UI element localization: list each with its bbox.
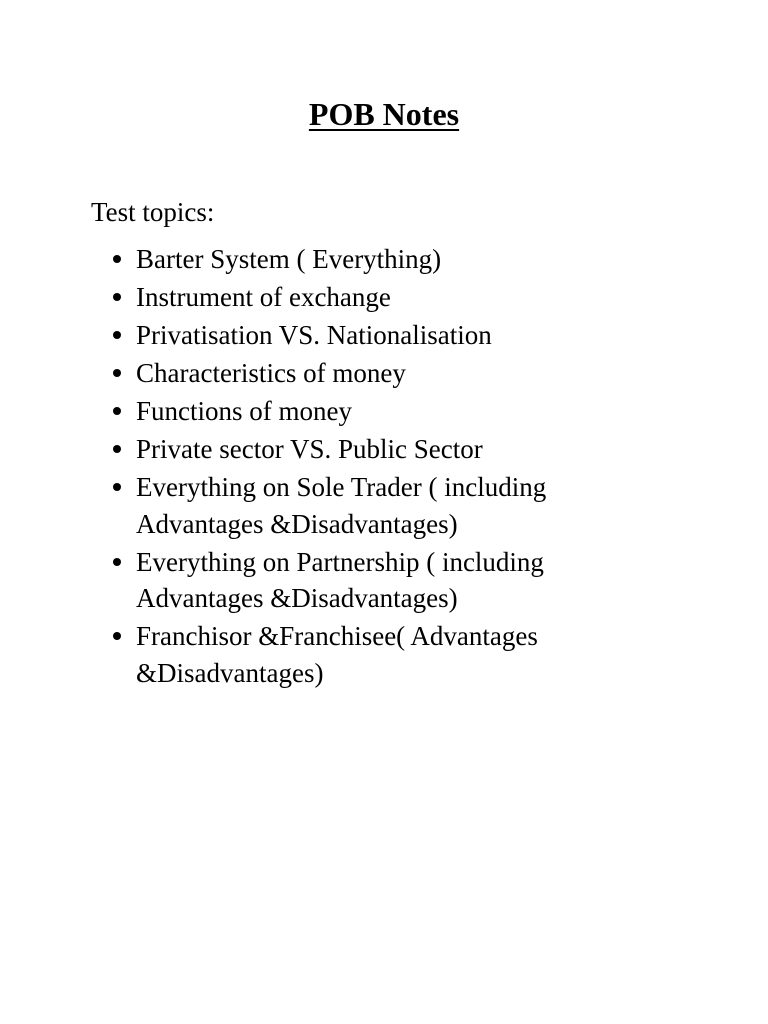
topic-label: Private sector VS. Public Sector <box>136 434 483 464</box>
topic-item-partnership <box>107 544 667 617</box>
topic-item-privatisation <box>107 317 667 354</box>
topic-item-characteristics-of-money <box>107 355 667 392</box>
bullet-icon <box>107 618 136 655</box>
bullet-icon <box>107 279 136 316</box>
bullet-icon <box>107 431 136 468</box>
bullet-icon <box>107 544 136 581</box>
topic-label: Functions of money <box>136 396 352 426</box>
topic-item-barter-system <box>107 241 667 278</box>
topic-label: Everything on Sole Trader ( including Advantages &Disadvantages) <box>136 472 547 539</box>
bullet-icon <box>107 393 136 430</box>
bullet-icon <box>107 241 136 278</box>
topic-item-private-vs-public-sector <box>107 431 667 468</box>
bullet-icon <box>107 317 136 354</box>
topic-item-instrument-of-exchange <box>107 279 667 316</box>
bullet-icon <box>107 469 136 506</box>
bullet-icon <box>107 355 136 392</box>
intro-text: Test topics: <box>91 197 215 227</box>
topic-label: Instrument of exchange <box>136 282 391 312</box>
topic-label: Barter System ( Everything) <box>136 244 442 274</box>
topic-list <box>107 241 667 693</box>
topic-item-franchisor-franchisee <box>107 618 667 691</box>
topic-label: Franchisor &Franchisee( Advantages &Disadvantages) <box>136 621 538 688</box>
topic-label: Everything on Partnership ( including Advantages &Disadvantages) <box>136 546 544 613</box>
topic-item-sole-trader <box>107 469 667 542</box>
page-title: POB Notes <box>308 96 460 132</box>
topic-label: Privatisation VS. Nationalisation <box>136 320 492 350</box>
topic-item-functions-of-money <box>107 393 667 430</box>
topic-label: Characteristics of money <box>136 358 406 388</box>
